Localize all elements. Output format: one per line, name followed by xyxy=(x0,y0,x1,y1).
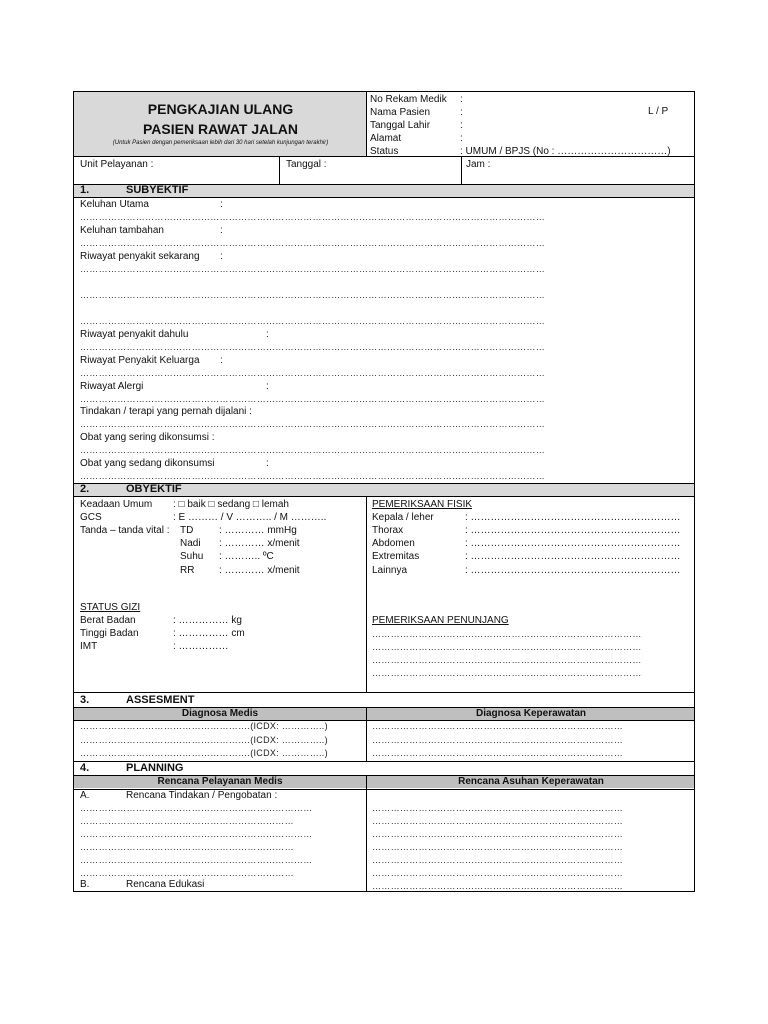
diagnosa-medis-line-3[interactable]: ……………………………………………….(ICDX: …………..) xyxy=(80,748,328,758)
label-obat-sedang: Obat yang sedang dikonsumsi xyxy=(80,458,215,469)
berat-badan-field[interactable]: : …………… kg xyxy=(173,615,242,626)
form-note: (Untuk Pasien dengan pemeriksaan lebih dari 30 hari setelah kunjungan terakhir) xyxy=(112,140,329,146)
vital-name-rr: RR xyxy=(180,565,195,576)
section-number-2: 2. xyxy=(80,483,90,495)
vital-field-nadi[interactable]: : ………… x/menit xyxy=(219,538,300,549)
dotline-riwayat-sekarang-1[interactable]: …………………………………………………………………………………………………………………………………… xyxy=(80,264,545,274)
vital-name-suhu: Suhu xyxy=(180,551,204,562)
label-ttv: Tanda – tanda vital : xyxy=(80,525,170,536)
col-rencana-pelayanan-medis: Rencana Pelayanan Medis xyxy=(157,776,283,787)
patient-field-status[interactable]: Status : UMUM / BPJS (No : ……………………………) xyxy=(370,146,671,157)
vital-name-nadi: Nadi xyxy=(180,538,201,549)
vital-field-td[interactable]: : ………… mmHg xyxy=(219,525,297,536)
vital-name-td: TD xyxy=(180,525,194,536)
plan-a-text: Rencana Tindakan / Pengobatan : xyxy=(126,790,278,801)
thorax-field[interactable]: : ……………………………………………………… xyxy=(465,525,681,536)
label-obat-sering: Obat yang sering dikonsumsi : xyxy=(80,432,215,443)
label-tindakan-terapi: Tindakan / terapi yang pernah dijalani : xyxy=(80,406,252,417)
label-keadaan-umum: Keadaan Umum xyxy=(80,499,153,510)
diagnosa-keperawatan-line-1[interactable]: ……………………………………………………………………… xyxy=(372,721,624,731)
label-thorax: Thorax xyxy=(372,525,404,536)
jam-field[interactable]: Jam : xyxy=(466,159,491,170)
dotline-tindakan-terapi[interactable]: …………………………………………………………………………………………………………………………………… xyxy=(80,419,545,429)
section-title-subyektif: SUBYEKTIF xyxy=(126,184,189,196)
diagnosa-medis-line-2[interactable]: ……………………………………………….(ICDX: …………..) xyxy=(80,735,328,745)
penunjang-line-4[interactable]: …………………………………………………………………………… xyxy=(372,668,642,678)
plan-right-line-5[interactable]: ……………………………………………………………………… xyxy=(372,855,624,865)
tanggal-field[interactable]: Tanggal : xyxy=(286,159,327,170)
patient-fields xyxy=(370,93,671,158)
dotline-riwayat-alergi[interactable]: …………………………………………………………………………………………………………………………………… xyxy=(80,394,545,404)
plan-b-label: B. xyxy=(80,879,90,890)
label-imt: IMT xyxy=(80,641,98,652)
label-keluhan-utama: Keluhan Utama xyxy=(80,199,149,210)
label-gcs: GCS xyxy=(80,512,102,523)
patient-field-tgl-lahir[interactable]: Tanggal Lahir : xyxy=(370,120,463,131)
label-abdomen: Abdomen xyxy=(372,538,415,549)
pemeriksaan-fisik-title: PEMERIKSAAN FISIK xyxy=(372,499,473,510)
form-title-line1: PENGKAJIAN ULANG xyxy=(147,101,294,117)
plan-right-line-6[interactable]: ……………………………………………………………………… xyxy=(372,868,624,878)
section-title-assesment: ASSESMENT xyxy=(126,694,195,706)
section-title-planning: PLANNING xyxy=(126,762,184,774)
diagnosa-keperawatan-line-3[interactable]: ……………………………………………………………………… xyxy=(372,748,624,758)
plan-right-line-3[interactable]: ……………………………………………………………………… xyxy=(372,829,624,839)
col-diagnosa-keperawatan: Diagnosa Keperawatan xyxy=(475,708,587,719)
section-number-1: 1. xyxy=(80,184,90,196)
dotline-obat-sedang[interactable]: …………………………………………………………………………………………………………………………………… xyxy=(80,471,545,481)
abdomen-field[interactable]: : ……………………………………………………… xyxy=(465,538,681,549)
dotline-riwayat-keluarga[interactable]: …………………………………………………………………………………………………………………………………… xyxy=(80,368,545,378)
label-berat-badan: Berat Badan xyxy=(80,615,136,626)
section-number-3: 3. xyxy=(80,694,90,706)
keadaan-umum-options[interactable]: : □ baik □ sedang □ lemah xyxy=(173,499,289,510)
plan-right-line-2[interactable]: ……………………………………………………………………… xyxy=(372,816,624,826)
vital-field-rr[interactable]: : ………… x/menit xyxy=(219,565,300,576)
plan-b-text: Rencana Edukasi xyxy=(126,879,205,890)
penunjang-line-2[interactable]: …………………………………………………………………………… xyxy=(372,642,642,652)
section-title-obyektif: OBYEKTIF xyxy=(126,483,182,495)
plan-left-line-4[interactable]: …………………………………………………………… xyxy=(80,842,294,852)
label-riwayat-dahulu: Riwayat penyakit dahulu xyxy=(80,329,189,340)
label-keluhan-tambahan: Keluhan tambahan xyxy=(80,225,164,236)
imt-field[interactable]: : …………… xyxy=(173,641,229,652)
section-number-4: 4. xyxy=(80,762,90,774)
dotline-keluhan-tambahan[interactable]: …………………………………………………………………………………………………………………………………… xyxy=(80,238,545,248)
label-riwayat-keluarga: Riwayat Penyakit Keluarga xyxy=(80,355,200,366)
label-tinggi-badan: Tinggi Badan xyxy=(80,628,139,639)
plan-left-line-1[interactable]: ………………………………………………………………… xyxy=(80,803,313,813)
diagnosa-medis-line-1[interactable]: ……………………………………………….(ICDX: …………..) xyxy=(80,721,328,731)
pemeriksaan-penunjang-title: PEMERIKSAAN PENUNJANG xyxy=(372,615,509,626)
label-extremitas: Extremitas xyxy=(372,551,420,562)
label-riwayat-sekarang: Riwayat penyakit sekarang xyxy=(80,251,200,262)
plan-a-label: A. xyxy=(80,790,90,801)
plan-left-line-6[interactable]: …………………………………………………………… xyxy=(80,868,294,878)
dotline-riwayat-sekarang-2[interactable]: …………………………………………………………………………………………………………………………………… xyxy=(80,290,545,300)
label-kepala-leher: Kepala / leher xyxy=(372,512,434,523)
label-lainnya: Lainnya xyxy=(372,565,408,576)
dotline-riwayat-sekarang-3[interactable]: …………………………………………………………………………………………………………………………………… xyxy=(80,316,545,326)
extremitas-field[interactable]: : ……………………………………………………… xyxy=(465,551,681,562)
status-gizi-title: STATUS GIZI xyxy=(80,602,141,613)
patient-field-rekam[interactable]: No Rekam Medik : xyxy=(370,94,463,105)
col-rencana-asuhan-keperawatan: Rencana Asuhan Keperawatan xyxy=(458,776,604,787)
plan-left-line-5[interactable]: ………………………………………………………………… xyxy=(80,855,313,865)
gcs-field[interactable]: : E ……… / V ……….. / M ……….. xyxy=(173,512,327,523)
kepala-leher-field[interactable]: : ……………………………………………………… xyxy=(465,512,681,523)
plan-left-line-2[interactable]: …………………………………………………………… xyxy=(80,816,294,826)
lainnya-field[interactable]: : ……………………………………………………… xyxy=(465,565,681,576)
dotline-obat-sering[interactable]: …………………………………………………………………………………………………………………………………… xyxy=(80,445,545,455)
tinggi-badan-field[interactable]: : …………… cm xyxy=(173,628,245,639)
dotline-keluhan-utama[interactable]: …………………………………………………………………………………………………………………………………… xyxy=(80,212,545,222)
plan-left-line-3[interactable]: ………………………………………………………………… xyxy=(80,829,313,839)
vital-field-suhu[interactable]: : ……….. ºC xyxy=(219,551,274,562)
patient-field-alamat[interactable]: Alamat : xyxy=(370,133,463,144)
unit-pelayanan-field[interactable]: Unit Pelayanan : xyxy=(80,159,154,170)
diagnosa-keperawatan-line-2[interactable]: ……………………………………………………………………… xyxy=(372,735,624,745)
plan-right-line-1[interactable]: ……………………………………………………………………… xyxy=(372,803,624,813)
penunjang-line-1[interactable]: …………………………………………………………………………… xyxy=(372,629,642,639)
plan-right-line-4[interactable]: ……………………………………………………………………… xyxy=(372,842,624,852)
plan-right-line-7[interactable]: ……………………………………………………………………… xyxy=(372,881,624,891)
col-diagnosa-medis: Diagnosa Medis xyxy=(181,708,259,719)
sex-option[interactable]: L / P xyxy=(648,106,669,117)
penunjang-line-3[interactable]: …………………………………………………………………………… xyxy=(372,655,642,665)
assessment-form: PENGKAJIAN ULANG PASIEN RAWAT JALAN (Untuk Pasien dengan pemeriksaan lebih dari 30 hari setelah kunjungan terakhir) No Rekam Medik : Nama Pasien : Tanggal Lahir : Alamat : Status : UMUM / BPJS (No : ……………………………) L / P Unit Pelayanan : Tanggal : Jam : 1. SUBYEKTIF Keluhan Utama : …………………………………………………………………………………………………………………………………… Keluhan tambahan : …………………………………………………………………………………………………………………………………… Riwayat penyakit sekarang : …………………………………………………………………………………………………………………………………… …………………………………………………………………………………………………………………………………… …………………………………………………………………………………………………………………………………… Riwayat penyakit dahulu : …………………………………………………………………………………………………………………………………… Riwayat Penyakit Keluarga : …………………………………………………………………………………………………………………………………… Riwayat Alergi : …………………………………………………………………………………………………………………………………… Tindakan / terapi yang pernah dijalani : …………………………………………………………………………………………………………………………………… Obat yang sering dikonsumsi : …………………………………………………………………………………………………………………………………… Obat yang sedang dikonsumsi : …………………………………………………………………………………………………………………………………… 2. OBYEKTIF Keadaan Umum : □ baik □ sedang □ lemah GCS : E ……… / V ……….. / M ……….. Tanda – tanda vital : TD : ………… mmHg Nadi : ………… x/menit Suhu : ……….. ºC RR : ………… x/menit STATUS GIZI Berat Badan : …………… kg Tinggi Badan : …………… cm IMT : …………… PEMERIKSAAN FISIK Kepala / leher : ……………………………………………………… Thorax : ……………………………………………………… Abdomen : ……………………………………………………… Extremitas : ……………………………………………………… Lainnya : ……………………………………………………… PEMERIKSAAN PENUNJANG …………………………………………………………………………… …………………………………………………………………………… …………………………………………………………………………… …………………………………………………………………………… 3. ASSESMENT Diagnosa Medis Diagnosa Keperawatan ……………………………………………….(ICDX: …………..) ……………………………………………….(ICDX: …………..) ……………………………………………….(ICDX: …………..) ……………………………………………………………………… ……………………………………………………………………… ……………………………………………………………………… 4. PLANNING Rencana Pelayanan Medis Rencana Asuhan Keperawatan A. Rencana Tindakan / Pengobatan : ………………………………………………………………… …………………………………………………………… ………………………………………………………………… …………………………………………………………… ………………………………………………………………… …………………………………………………………… B. Rencana Edukasi ……………………………………………………………………… ……………………………………………………………………… ……………………………………………………………………… ……………………………………………………………………… ……………………………………………………………………… ……………………………………………………………………… ……………………………………………………………………… xyxy=(73,91,695,892)
dotline-riwayat-dahulu[interactable]: …………………………………………………………………………………………………………………………………… xyxy=(80,342,545,352)
form-title-line2: PASIEN RAWAT JALAN xyxy=(142,121,299,137)
patient-field-nama[interactable]: Nama Pasien : xyxy=(370,107,463,118)
label-riwayat-alergi: Riwayat Alergi xyxy=(80,381,144,392)
